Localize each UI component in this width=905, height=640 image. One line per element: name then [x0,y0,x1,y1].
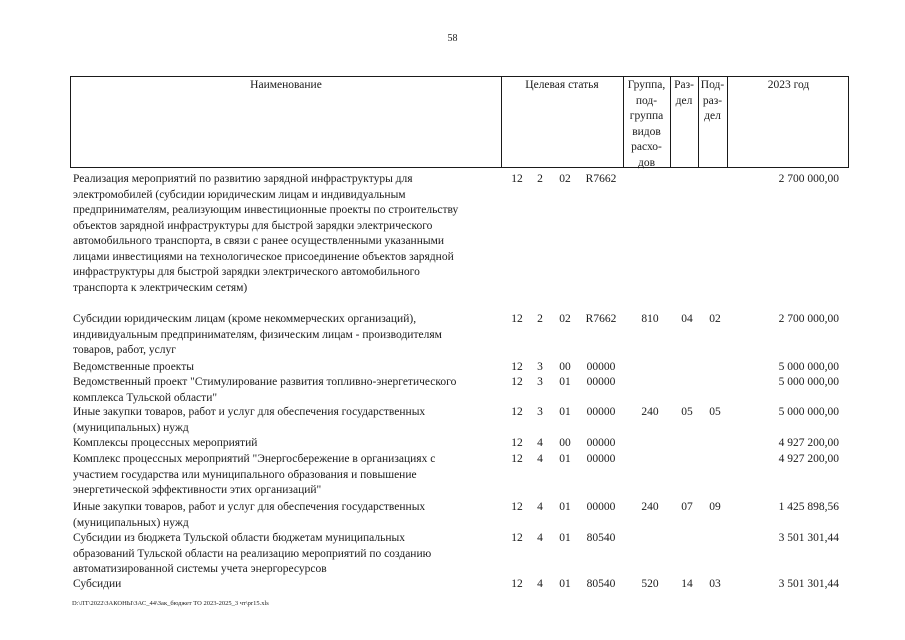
target-article-program: 12 [511,376,523,388]
amount-2023: 3 501 301,44 [778,532,839,544]
target-article-type: 3 [537,361,543,373]
amount-2023: 4 927 200,00 [778,437,839,449]
row-name: Ведомственный проект "Стимулирование развития топливно-энергетического комплекса Тульской области" [73,376,457,404]
row-name: Ведомственные проекты [73,361,194,373]
subsection-code: 09 [709,501,721,513]
target-article-direction: 00000 [586,406,616,418]
header-subsection: Под- раз- дел [700,79,725,122]
target-article-item: 00 [559,437,571,449]
amount-2023: 2 700 000,00 [778,173,839,185]
target-article-type: 2 [537,313,543,325]
target-article-item: 01 [559,532,571,544]
amount-2023: 4 927 200,00 [778,453,839,465]
target-article-type: 4 [537,532,543,544]
target-article-direction: 00000 [586,437,616,449]
target-article-type: 4 [537,453,543,465]
target-article-program: 12 [511,173,523,185]
target-article-direction: R7662 [585,173,617,185]
header-expense-group: Группа, под- группа видов расхо- дов [627,79,666,169]
row-name: Реализация мероприятий по развитию зарядной инфраструктуры для электромобилей (субсидии юридическим лицам и индивидуальным предпринимателям, реализующим инвестиционные проекты по строительству объектов зарядной инфраструктуры для быстрой зарядки электрического автомобильного транспорта, в связи с ранее осуществленными указанными лицами инвестициями на технологическое присоединение объектов зарядной инфраструктуры для быстрой зарядки электрического автомобильного транспорта к электрическим сетям) [73,173,459,294]
section-code: 05 [681,406,693,418]
target-article-item: 01 [559,406,571,418]
target-article-direction: 00000 [586,453,616,465]
header-year: 2023 год [767,79,810,91]
target-article-program: 12 [511,453,523,465]
target-article-direction: 00000 [586,501,616,513]
target-article-direction: 00000 [586,376,616,388]
expense-group: 240 [641,406,659,418]
amount-2023: 5 000 000,00 [778,406,839,418]
target-article-direction: 80540 [586,532,616,544]
row-name: Иные закупки товаров, работ и услуг для обеспечения государственных (муниципальных) нужд [73,501,426,529]
row-name: Субсидии [73,578,122,590]
target-article-item: 01 [559,376,571,388]
target-article-type: 4 [537,501,543,513]
page-number: 58 [447,33,458,44]
amount-2023: 5 000 000,00 [778,376,839,388]
row-name: Субсидии из бюджета Тульской области бюджетам муниципальных образований Тульской области на реализацию мероприятий по созданию автоматизированной системы учета энергоресурсов [73,532,432,575]
row-name: Комплексы процессных мероприятий [73,437,258,449]
target-article-type: 3 [537,406,543,418]
expense-group: 520 [641,578,659,590]
target-article-type: 4 [537,578,543,590]
table-header [70,76,849,168]
target-article-type: 3 [537,376,543,388]
target-article-program: 12 [511,578,523,590]
file-path-footer: D:\ЛТ\2022\ЗАКОНЫ\ЗАС_44\Зак_бюджет ТО 2023-2025_3 чт\pr15.xls [72,600,269,607]
target-article-item: 02 [559,313,571,325]
target-article-program: 12 [511,501,523,513]
target-article-program: 12 [511,532,523,544]
section-code: 07 [681,501,693,513]
target-article-program: 12 [511,361,523,373]
amount-2023: 2 700 000,00 [778,313,839,325]
target-article-type: 4 [537,437,543,449]
amount-2023: 1 425 898,56 [778,501,839,513]
target-article-program: 12 [511,313,523,325]
header-target-article: Целевая статья [525,79,599,91]
row-name: Иные закупки товаров, работ и услуг для обеспечения государственных (муниципальных) нужд [73,406,426,434]
subsection-code: 03 [709,578,721,590]
header-section: Раз- дел [674,79,694,107]
section-code: 14 [681,578,693,590]
amount-2023: 5 000 000,00 [778,361,839,373]
section-code: 04 [681,313,693,325]
target-article-item: 01 [559,453,571,465]
target-article-direction: R7662 [585,313,617,325]
expense-group: 240 [641,501,659,513]
expense-group: 810 [641,313,659,325]
target-article-program: 12 [511,437,523,449]
target-article-item: 02 [559,173,571,185]
target-article-item: 01 [559,501,571,513]
target-article-program: 12 [511,406,523,418]
target-article-item: 01 [559,578,571,590]
row-name: Субсидии юридическим лицам (кроме некоммерческих организаций), индивидуальным предпринимателям, физическим лицам - производителям товаров, работ, услуг [73,313,442,356]
header-name: Наименование [250,79,322,91]
target-article-item: 00 [559,361,571,373]
target-article-direction: 80540 [586,578,616,590]
amount-2023: 3 501 301,44 [778,578,839,590]
row-name: Комплекс процессных мероприятий "Энергосбережение в организациях с участием государства или муниципального образования и повышение энергетической эффективности этих организаций" [73,453,436,496]
subsection-code: 05 [709,406,721,418]
target-article-direction: 00000 [586,361,616,373]
subsection-code: 02 [709,313,721,325]
target-article-type: 2 [537,173,543,185]
